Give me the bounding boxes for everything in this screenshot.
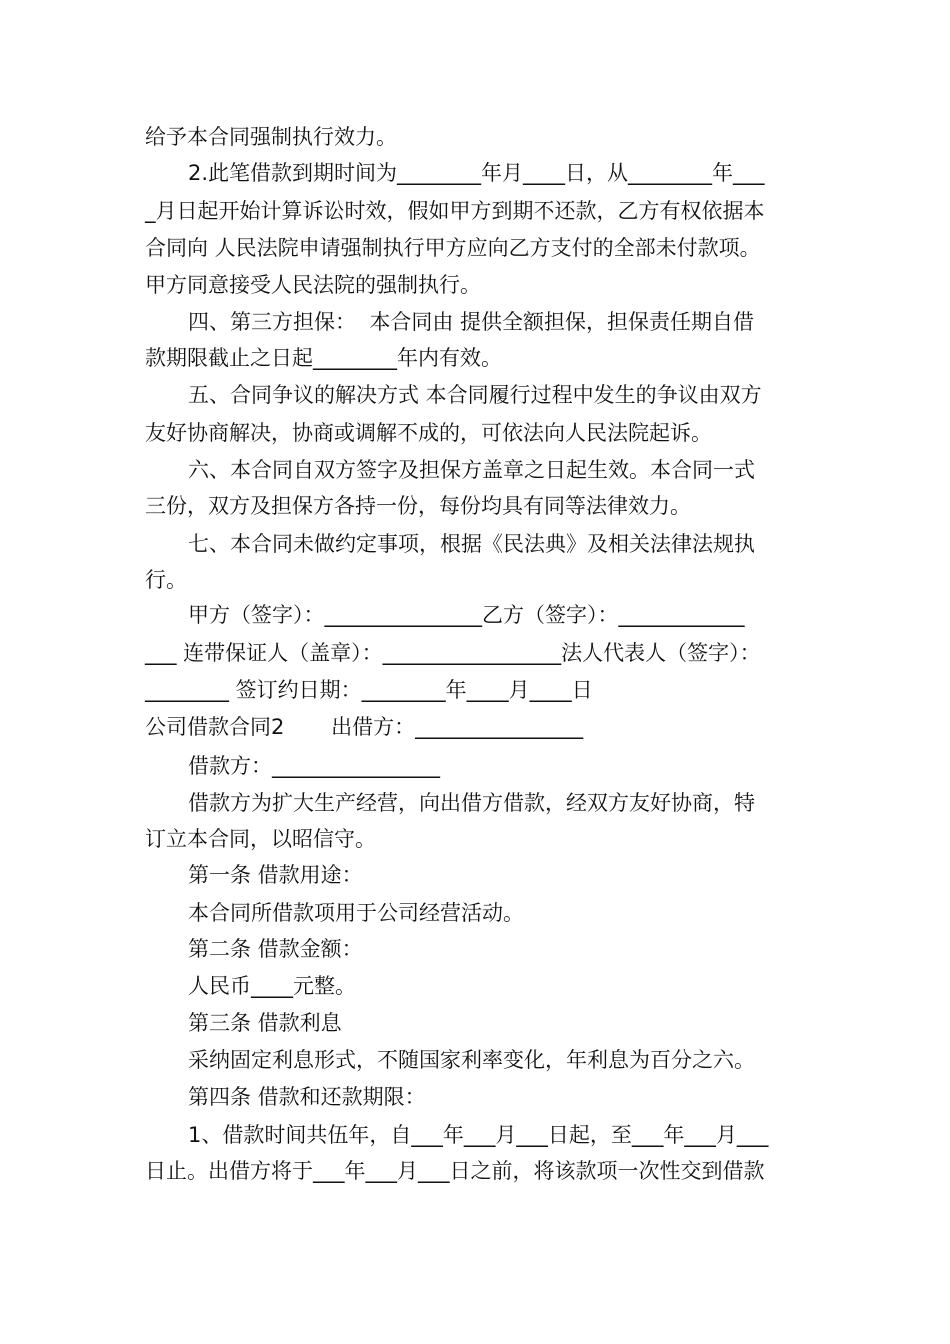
- text-line: 合同向 人民法院申请强制执行甲方应向乙方支付的全部未付款项。: [145, 236, 761, 260]
- text-line: 日止。出借方将于___年___月___日之前，将该款项一次性交到借款: [145, 1159, 765, 1183]
- text-line: 四、第三方担保： 本合同由 提供全额担保，担保责任期自借: [188, 310, 755, 334]
- clause-heading: 第二条 借款金额：: [188, 937, 363, 961]
- text-line: 人民币____元整。: [188, 974, 356, 998]
- section-heading: 公司借款合同2 出借方：________________: [145, 715, 584, 739]
- text-line: 七、本合同未做约定事项，根据《民法典》及相关法律法规执: [188, 532, 755, 556]
- text-line: 六、本合同自双方签字及担保方盖章之日起生效。本合同一式: [188, 458, 755, 482]
- clause-heading: 第四条 借款和还款期限：: [188, 1085, 426, 1109]
- text-line: 本合同所借款项用于公司经营活动。: [188, 901, 524, 925]
- text-line: 采纳固定利息形式，不随国家利率变化，年利息为百分之六。: [188, 1048, 755, 1072]
- text-line: 借款方：________________: [188, 754, 440, 778]
- signature-line: 甲方（签字）：_______________乙方（签字）：____________: [188, 603, 745, 627]
- text-line: 借款方为扩大生产经营，向出借方借款，经双方友好协商，特: [188, 791, 755, 815]
- text-line: 2.此笔借款到期时间为________年月____日，从________年___: [188, 161, 765, 185]
- clause-heading: 第一条 借款用途：: [188, 863, 363, 887]
- text-line: 订立本合同，以昭信守。: [145, 827, 376, 851]
- date-line: ________ 签订约日期：________年____月____日: [145, 678, 593, 702]
- text-line: 给予本合同强制执行效力。: [145, 125, 397, 149]
- text-line: 友好协商解决，协商或调解不成的，可依法向人民法院起诉。: [145, 421, 712, 445]
- signature-line: ___ 连带保证人（盖章）：_________________法人代表人（签字）：: [145, 641, 761, 665]
- text-line: 款期限截止之日起________年内有效。: [145, 346, 502, 370]
- text-line: 1、借款时间共伍年，自___年___月___日起，至___年___月___: [188, 1123, 769, 1147]
- text-line: 五、合同争议的解决方式 本合同履行过程中发生的争议由双方: [188, 383, 762, 407]
- text-line: 三份，双方及担保方各持一份，每份均具有同等法律效力。: [145, 494, 691, 518]
- text-line: 甲方同意接受人民法院的强制执行。: [145, 273, 481, 297]
- clause-heading: 第三条 借款利息: [188, 1011, 342, 1035]
- text-line: _月日起开始计算诉讼时效，假如甲方到期不还款，乙方有权依据本: [145, 199, 765, 223]
- text-line: 行。: [145, 568, 187, 592]
